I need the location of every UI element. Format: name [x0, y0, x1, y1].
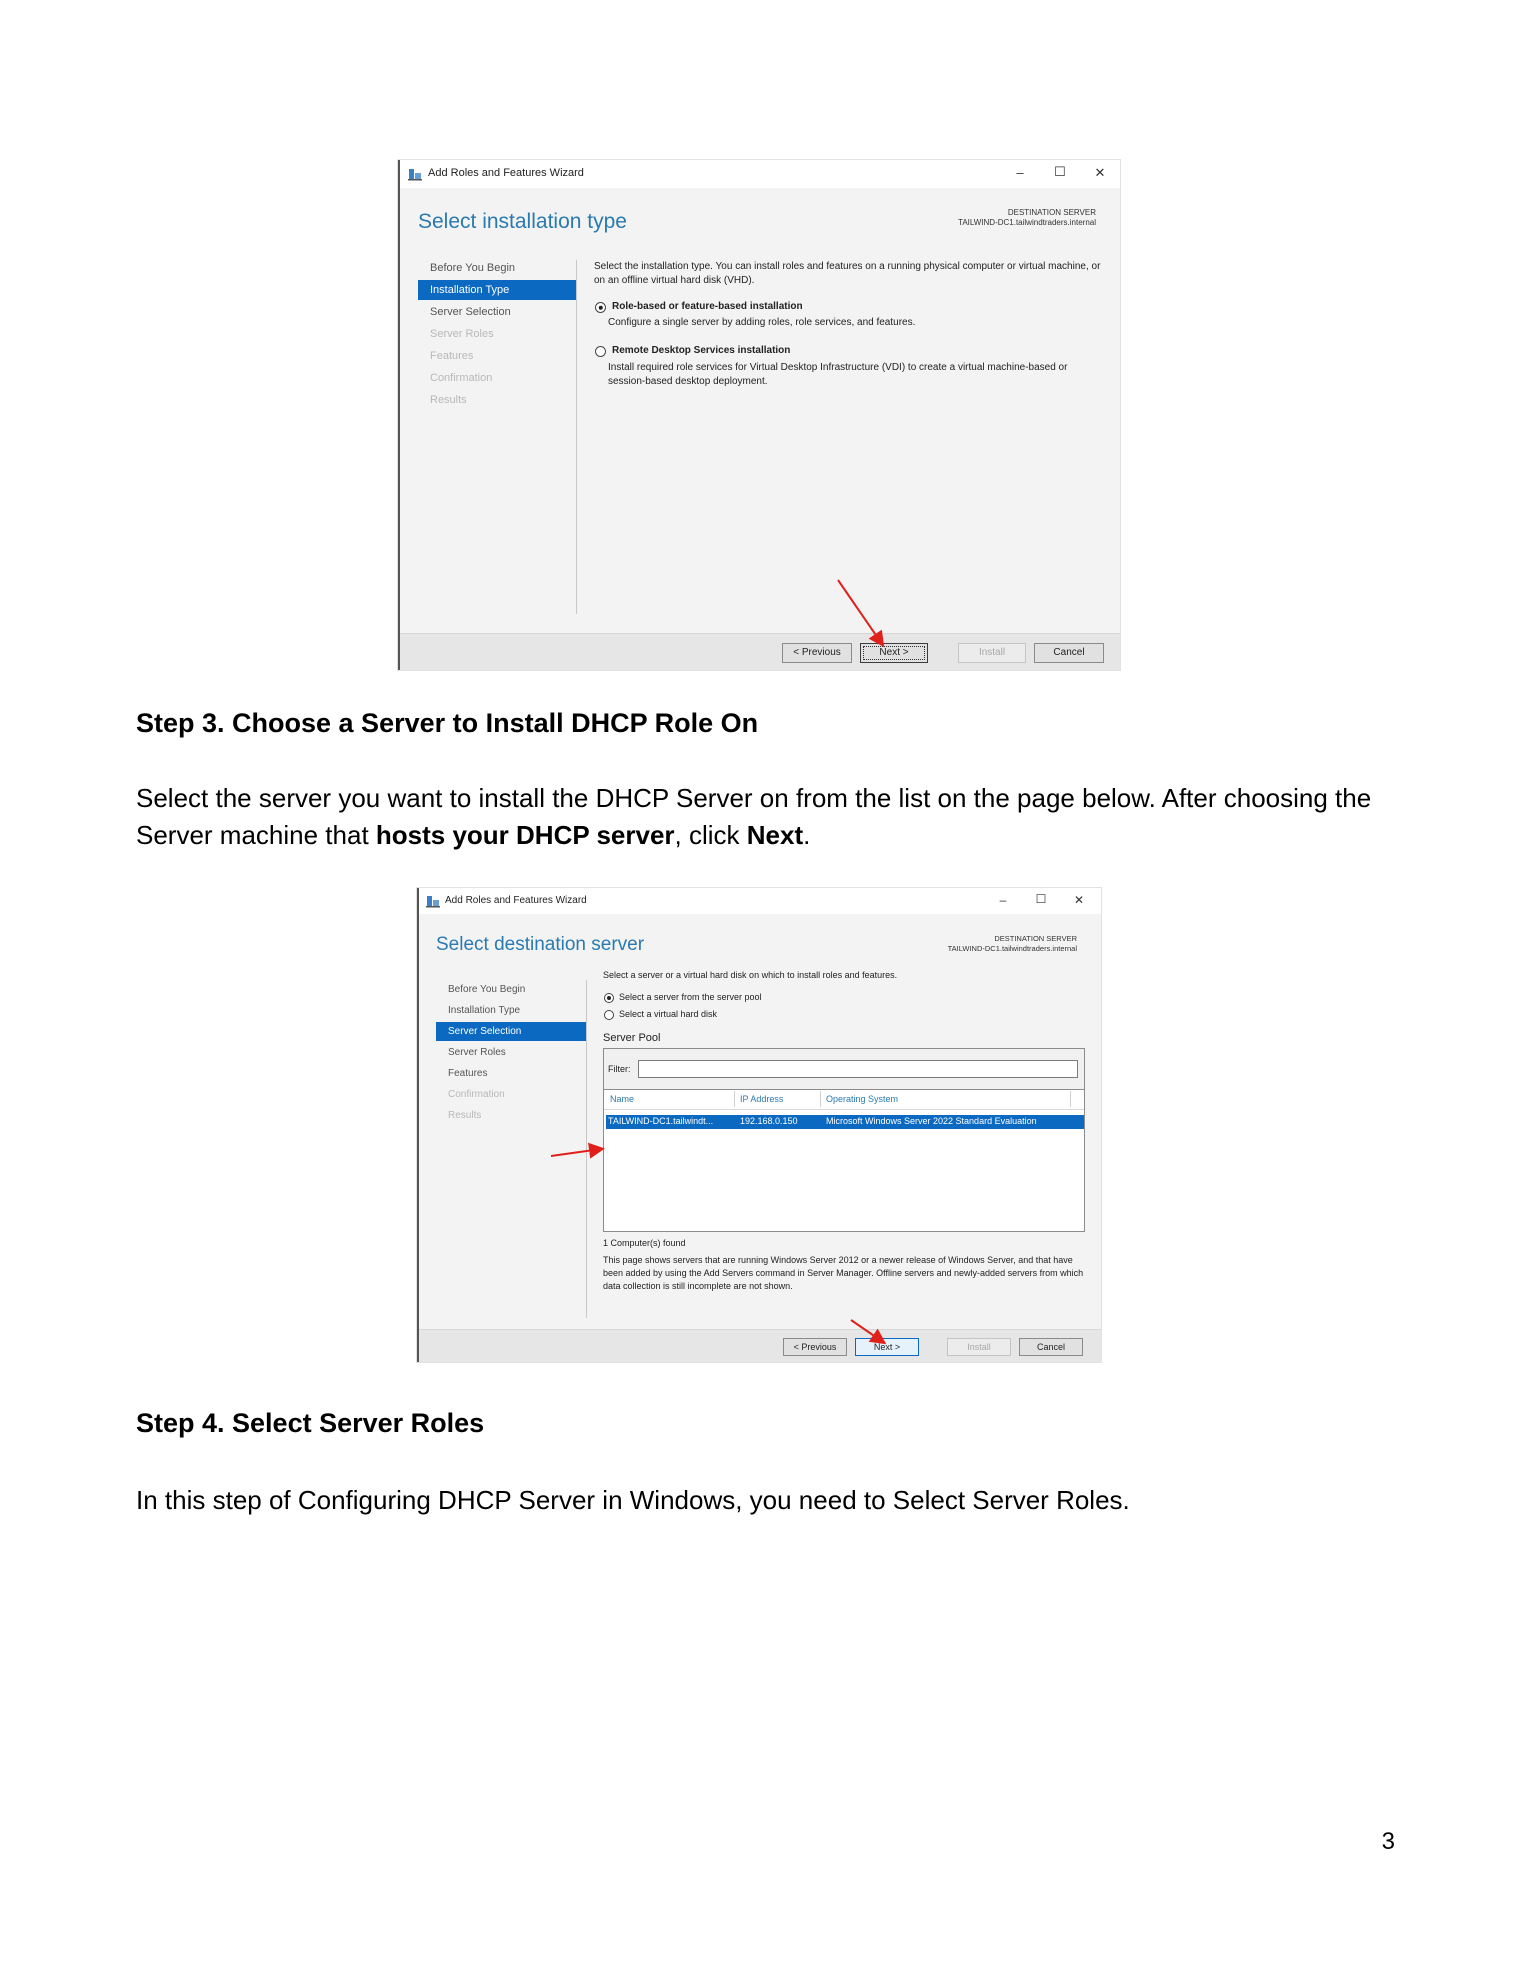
- install-button[interactable]: Install: [947, 1338, 1011, 1356]
- nav-server-roles[interactable]: Server Roles: [448, 1047, 506, 1058]
- nav-before-you-begin[interactable]: Before You Begin: [430, 262, 516, 274]
- previous-button[interactable]: < Previous: [782, 643, 852, 663]
- nav-confirmation: Confirmation: [430, 372, 493, 384]
- cancel-button[interactable]: Cancel: [1019, 1338, 1083, 1356]
- nav-server-selection[interactable]: Server Selection: [430, 306, 511, 318]
- wizard-screenshot-installation-type: [398, 160, 1120, 670]
- nav-server-selection[interactable]: Server Selection: [436, 1022, 586, 1041]
- nav-features[interactable]: Features: [448, 1068, 488, 1079]
- server-pool-note: This page shows servers that are running Windows Server 2012 or a newer release of Windows Server, and that have been added by using the Add Servers command in Server Manager. Offline servers and newly-added servers from which data collection is still incomplete are not shown.: [603, 1255, 1084, 1291]
- radio-virtual-disk-label[interactable]: Select a virtual hard disk: [619, 1009, 718, 1019]
- radio-server-pool-label[interactable]: Select a server from the server pool: [619, 992, 762, 1002]
- window-title: Add Roles and Features Wizard: [445, 895, 587, 906]
- previous-button[interactable]: < Previous: [783, 1338, 847, 1356]
- install-button[interactable]: Install: [958, 643, 1026, 663]
- option-role-based-title[interactable]: Role-based or feature-based installation: [612, 301, 803, 312]
- nav-results: Results: [430, 394, 467, 406]
- step4-paragraph: In this step of Configuring DHCP Server in Windows, you need to Select Server Roles.: [136, 1485, 1130, 1515]
- intro-text: Select the installation type. You can install roles and features on a running physical computer or virtual machine, or on an offline virtual hard disk (VHD).: [594, 261, 1101, 286]
- red-annotation-arrows: [419, 888, 1101, 1362]
- option-role-based-desc: Configure a single server by adding roles, role services, and features.: [608, 317, 916, 328]
- column-ip-address[interactable]: IP Address: [740, 1094, 784, 1104]
- filter-label: Filter:: [608, 1064, 631, 1074]
- nav-installation-type[interactable]: Installation Type: [448, 1005, 521, 1016]
- nav-results: Results: [448, 1110, 482, 1121]
- step3-text-1: Select the server you want to install the DHCP Server on from the list on the page below. After choosing the Server machine that: [136, 783, 1372, 850]
- column-name[interactable]: Name: [610, 1094, 635, 1104]
- step3-text-2: , click: [674, 820, 747, 850]
- minimize-icon[interactable]: –: [1016, 165, 1024, 180]
- wizard-heading: Select destination server: [436, 934, 645, 955]
- step3-heading: Step 3. Choose a Server to Install DHCP Role On: [136, 708, 759, 738]
- nav-server-roles: Server Roles: [430, 328, 494, 340]
- nav-installation-type[interactable]: Installation Type: [418, 280, 576, 300]
- nav-confirmation: Confirmation: [448, 1089, 505, 1100]
- red-annotation-arrow: [400, 160, 1120, 670]
- nav-features: Features: [430, 350, 474, 362]
- step3-paragraph: [136, 780, 1396, 854]
- computers-found: 1 Computer(s) found: [603, 1238, 686, 1248]
- option-remote-desktop-desc: Install required role services for Virtual Desktop Infrastructure (VDI) to create a virtual machine-based or session-based desktop deployment.: [608, 362, 1068, 387]
- minimize-icon[interactable]: –: [999, 893, 1007, 907]
- wizard-heading: Select installation type: [418, 210, 627, 233]
- row-name: TAILWIND-DC1.tailwindt...: [608, 1116, 714, 1126]
- step4-heading: Step 4. Select Server Roles: [136, 1408, 485, 1438]
- maximize-icon[interactable]: ☐: [1035, 892, 1047, 906]
- server-pool-label: Server Pool: [603, 1032, 661, 1044]
- step3-text-3: .: [803, 820, 811, 850]
- row-ip: 192.168.0.150: [740, 1116, 798, 1126]
- destination-label: DESTINATION SERVER: [1007, 208, 1096, 217]
- row-os: Microsoft Windows Server 2022 Standard Evaluation: [826, 1116, 1037, 1126]
- nav-before-you-begin[interactable]: Before You Begin: [448, 984, 526, 995]
- next-button[interactable]: Next >: [855, 1338, 919, 1356]
- intro-text: Select a server or a virtual hard disk on which to install roles and features.: [603, 970, 898, 980]
- window-title: Add Roles and Features Wizard: [428, 167, 584, 179]
- option-remote-desktop-title[interactable]: Remote Desktop Services installation: [612, 345, 791, 356]
- step3-bold-2: Next: [746, 820, 804, 850]
- destination-server-name: TAILWIND-DC1.tailwindtraders.internal: [958, 218, 1096, 228]
- close-icon[interactable]: ✕: [1073, 893, 1085, 907]
- page-number: 3: [1381, 1828, 1395, 1855]
- destination-server-name: TAILWIND-DC1.tailwindtraders.internal: [947, 943, 1077, 953]
- step3-bold-1: hosts your DHCP server: [375, 820, 675, 850]
- cancel-button[interactable]: Cancel: [1034, 643, 1104, 663]
- column-operating-system[interactable]: Operating System: [826, 1094, 899, 1104]
- wizard-screenshot-destination-server: [417, 888, 1101, 1362]
- close-icon[interactable]: ✕: [1094, 165, 1106, 180]
- next-button[interactable]: Next >: [860, 643, 928, 663]
- destination-label: DESTINATION SERVER: [994, 934, 1077, 943]
- maximize-icon[interactable]: ☐: [1054, 164, 1066, 179]
